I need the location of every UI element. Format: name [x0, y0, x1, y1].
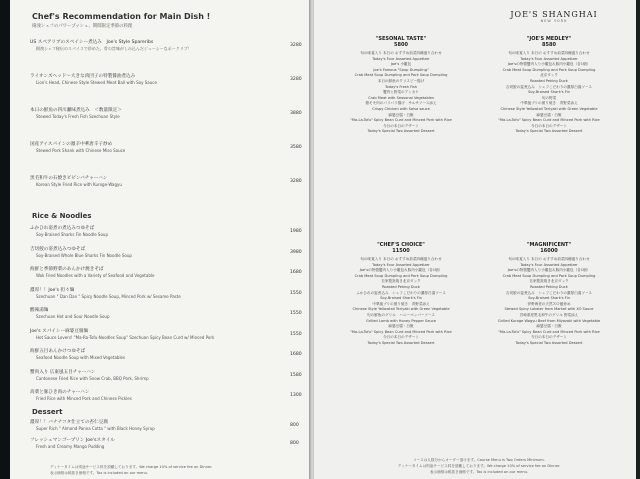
chef-recommendation-heading: Chef's Recommendation for Main Dish ! [32, 12, 211, 21]
menu-item-en: Stewed Pork Shank with Chinese Miso Sauce [36, 148, 126, 153]
menu-item-price: 1550 [290, 290, 302, 296]
course-line: 伊勢海老の天然ＸＯ醤炒め [527, 301, 571, 306]
menu-item-price: 1980 [290, 229, 302, 234]
course-line: 旬の味覚入り 本日の おすすめ前菜四種盛り合わせ [508, 51, 590, 55]
course-line: Roasted Peking Duck [530, 78, 568, 83]
menu-item-price: 1680 [290, 352, 302, 357]
menu-item-en: Soy-Braised Sharks Fin Noodle Soup [36, 232, 108, 237]
course-line: Today's Special Two Assorted Dessert [515, 129, 583, 134]
course-title: "JOE'S MEDLEY" [526, 36, 572, 42]
course-line: Joe'sの特製蟹肉入り小籠包＆豚肉小籠包（各1個） [507, 62, 591, 67]
menu-item-jp: 蟹肉入り 広東風五目チャーハン [30, 369, 96, 375]
menu-item-jp: 国産アイスパインの激辛中華唐辛子炒め [30, 142, 113, 147]
course-line: Chinese Style Yellowtail Teriyaki with Green Vegetable [352, 307, 450, 312]
course-line: Today's Four Assorted Appetizer [520, 56, 578, 61]
menu-item-jp: フレッシュマンゴープリン Joe'sスタイル [30, 438, 115, 443]
menu-item-price: 800 [290, 423, 299, 428]
course-line: Today's Four Assorted Appetizer [372, 56, 430, 61]
course-line: 今日の本日のデザート [531, 123, 567, 128]
course-line: Chinese Style Yellowtail Teriyaki with Green Vegetable [500, 106, 598, 111]
menu-item-price: 1580 [290, 372, 302, 378]
menu-item-price: 800 [290, 441, 299, 446]
course-line: Today's Special Two Assorted Dessert [367, 340, 435, 345]
menu-item-price: 1550 [290, 311, 302, 316]
course-title: "SESONAL TASTE" [375, 36, 427, 42]
course-line: 自家製窯焼き北京ダック [529, 279, 569, 284]
menu-item-price: 1550 [290, 331, 302, 337]
course-line: ふかひれの姿煮込み シェフこだわりの濃厚白湯ソース [356, 290, 446, 295]
course-line: Soy-Braised Shark's Fin [380, 296, 422, 301]
course-1 [326, 36, 476, 135]
left-footer-tax: 表示価格は税抜き価格です。Tax is included on our menu. [50, 471, 149, 475]
menu-item-jp: ライオンズヘッド～大きな肉団子の特製醤油煮込み [30, 74, 136, 79]
menu-item-jp: 濃厚！！バナナコタ仕立ての杏仁豆腐 [30, 420, 108, 425]
restaurant-logo [494, 10, 614, 23]
course-price: 5800 [394, 42, 408, 48]
course-line: 旬の味覚入り 本日の おすすめ前菜四種盛り合わせ [360, 257, 442, 261]
menu-item-price: 3580 [290, 145, 302, 150]
course-line: 麻婆豆腐・白飯 [536, 324, 562, 329]
menu-item-price: 3280 [290, 179, 302, 184]
course-line: 吉切鮫の姿煮込み シェフこだわりの濃厚白湯ソース [506, 290, 592, 295]
menu-item-en: Stewed Today's Fresh Fish Szechuan Style [36, 114, 120, 119]
menu-item-jp: 吉切鮫の姿煮込みつゆそば [30, 246, 86, 252]
course-line: 宮崎県産黒毛和牛のグリル 野菜添え [519, 312, 579, 317]
course-line: 中華風ブリの照り焼き 青野菜添え [372, 301, 430, 306]
menu-item-jp: 本日の鮮魚の四川瀬味煮込み ＜数量限定＞ [30, 108, 122, 113]
course-line: Today's Four Assorted Appetizer [520, 262, 578, 267]
course-line: Crab Meat Soup Dumpling and Pork Soup Dumpling [354, 73, 448, 78]
menu-item-jp: US スペアリブのスペイシー煮込み Joe's Style Spareribs [30, 40, 154, 45]
course-line: Soy-Braised Shark's Fin [528, 296, 570, 301]
course-line: "Ma-La-Tofu" Spicy Bean Curd and Minced Pork with Rice [498, 118, 600, 123]
course-line: Stewed Spiny Lobster from Market with XO Sauce [504, 307, 594, 312]
course-line: "Ma-La-Tofu" Spicy Bean Curd and Minced Pork with Rice [498, 329, 600, 334]
menu-item-en: Korean Style Fried Rice with Kuroge-Wagyu [36, 182, 122, 187]
course-line: Grilled Kuroge Wagyu Beef from Miyazaki with Vegetable [497, 318, 601, 323]
course-line: Crab Meat Soup Dumpling and Pork Soup Dumpling [502, 67, 596, 72]
dessert-heading: Dessert [32, 408, 63, 416]
course-line: 旬の味覚入り 本日の おすすめ前菜四種盛り合わせ [508, 257, 590, 261]
course-line: Soy-Braised Shark's Fin [528, 90, 570, 95]
left-menu-page [10, 0, 310, 479]
course-line: Joe'sの特製蟹肉入り小籠包＆豚肉小籠包（各1個） [359, 268, 443, 273]
menu-item-jp: 海鮮五目あんかけつゆそば [30, 349, 86, 354]
menu-item-price: 3980 [290, 249, 302, 255]
menu-item-jp: 黒毛和牛の石焼きビビンバチャーハン [30, 176, 108, 181]
menu-item-en: Seafood Noodle Soup with Mixed Vegetables [36, 355, 126, 360]
course-line: Crispy Chicken with Salsa sauce [372, 106, 430, 111]
right-menu-page [314, 0, 636, 479]
menu-item-en: Wok Fried Noodles with a Variety of Seafood and Vegetable [36, 273, 155, 278]
menu-item-price: 3280 [290, 43, 302, 48]
course-line: 旬の鮮魚のグリル ハニーペッパーソース [367, 312, 435, 317]
course-line: 鶏モモ肉のパリパリ揚げ サルサソース添え [365, 101, 437, 106]
course-title: "CHEF'S CHOICE" [377, 242, 425, 248]
menu-item-jp: 濃厚！！Joe's 担々麺 [30, 287, 75, 293]
menu-item-jp: ふかひれ姿煮の煮込みつゆそば [30, 226, 95, 231]
course-line: 今日の本日のデザート [383, 123, 419, 128]
course-line: 本日の鮮魚のクリスピー揚げ [377, 78, 425, 83]
course-line: 蟹肉と野菜のアンカケ [383, 90, 419, 95]
logo-name: JOE'S SHANGHAI [510, 10, 598, 19]
menu-item-price: 1300 [290, 393, 302, 398]
course-price: 16000 [540, 248, 558, 254]
menu-item-price: 1680 [290, 270, 302, 275]
menu-item-jp: 酸辣湯麺 [30, 308, 49, 313]
course-4 [474, 242, 624, 347]
right-footer-minimum: コースは人数分からオーダー頂けます。Course Menu is Two Orders Minimum. [413, 458, 545, 462]
course-line: Joe's 小籠包 [390, 62, 412, 67]
course-line: Joe's Famous "Soup Dumpling" [373, 67, 429, 72]
course-line: "Ma-La-Tofu" Spicy Bean Curd and Minced Pork with Rice [350, 118, 452, 123]
right-footer-tax: 表示価格は税抜き価格です。Tax is included on our menu. [429, 470, 529, 474]
course-line: Roasted Peking Duck [530, 284, 568, 289]
course-line: "Ma-La-Tofu" Spicy Bean Curd and Minced Pork with Rice [350, 329, 452, 334]
course-line: 麻婆豆腐・白飯 [388, 324, 414, 329]
course-line: Today's Special Two Assorted Dessert [515, 340, 583, 345]
course-line: 吉切鮫の姿煮込み シェフこだわりの濃厚白湯ソース [506, 84, 592, 89]
menu-item-jp: 高菜と豚ひき肉のチャーハン [30, 390, 90, 395]
course-price: 11500 [392, 248, 410, 254]
course-price: 8580 [542, 42, 556, 48]
course-line: 旬の味覚入り 本日の おすすめ前菜四種盛り合わせ [360, 51, 442, 55]
course-line: 麻婆豆腐・白飯 [388, 112, 414, 117]
logo-subtitle: NEW YORK [540, 19, 568, 23]
course-line: Grilled Lamb with Honey Pepper Sauce [365, 318, 437, 323]
menu-item-en: Szechuan Hot and Sour Noodle Soup [36, 314, 110, 319]
course-line: Joe'sの特製蟹肉入り小籠包＆豚肉小籠包（各1個） [507, 268, 591, 273]
course-line: 中華風ブリの照り焼き 青野菜添え [520, 101, 578, 106]
left-footer-service: ディナータイムは別途サービス料を頂戴しております。We charge 10% of service fee on Dinner. [50, 465, 213, 469]
menu-item-jp: 海鮮と季節野菜のあんかけ焼きそば [30, 267, 104, 272]
rice-noodles-heading: Rice & Noodles [32, 212, 92, 220]
menu-item-en: 揚洩シェフ秘伝のスパイスで炒めた、骨の旨味がしみ込んだジューシーなポークリブ！ [36, 46, 192, 51]
menu-item-en: Fresh and Creamy Mango Pudding [36, 444, 105, 449]
course-line: 旬の野菜 [541, 95, 557, 100]
course-line: 今日の本日のデザート [531, 335, 567, 340]
course-line: 今日の本日のデザート [383, 335, 419, 340]
course-line: 麻婆豆腐・白飯 [536, 112, 562, 117]
course-line: Today's Four Assorted Appetizer [372, 262, 430, 267]
course-line: Roasted Peking Duck [382, 284, 420, 289]
menu-item-jp: Joe's スパイシー麻婆豆腐麺 [30, 328, 89, 334]
course-3 [326, 242, 476, 347]
menu-item-en: Hot Sauce Lovers! "Ma-Ra-Tofu-Noodles Soup" Szechuan Spicy Bean Curd w/ Minced Pork [36, 334, 215, 340]
course-line: Crab Meat with Seasonal Vegetables [368, 95, 434, 100]
course-line: 自家製窯焼き北京ダック [381, 279, 421, 284]
right-footer-service: ディナータイムは別途サービス料を頂戴しております。We charge 10% of service fee on Dinner. [397, 464, 561, 468]
course-line: Today's Special Two Assorted Dessert [367, 129, 435, 134]
course-line: Crab Meat Soup Dumpling and Pork Soup Dumpling [502, 273, 596, 278]
course-line: Today's Fresh Fish [384, 84, 418, 89]
menu-item-en: Cantonese Fried Rice with Snow Crab, BBQ Pork, Shrimp [36, 375, 149, 381]
menu-item-price: 3880 [290, 111, 302, 116]
menu-item-price: 3280 [290, 77, 302, 82]
menu-item-en: Lion's Head, Chinese Style Stewed Meat Ball with Soy Sauce [36, 80, 157, 85]
menu-item-en: Fried Rice with Minced Pork and Chinese Pickles [36, 396, 132, 401]
chef-recommendation-subheading: 揚洩シェフのパワープッシュ、期間限定季節の料理 [32, 24, 133, 29]
course-title: "MAGNIFICENT" [526, 242, 572, 248]
course-2 [474, 36, 624, 135]
course-line: Crab Meat Soup Dumpling and Pork Soup Dumpling [354, 273, 448, 278]
menu-item-en: Soy-Braised Whole Blue Sharks Fin Noodle Soup [36, 252, 132, 258]
course-line: 北京ダック [540, 73, 558, 78]
menu-item-en: Szechuan " Dan Dan " Spicy Noodle Soup, Minced Pork w/ Sesame Paste [36, 293, 181, 299]
menu-item-en: Super Rich " Almond Panna Cotta " with Black Honey Syrup [36, 426, 155, 431]
